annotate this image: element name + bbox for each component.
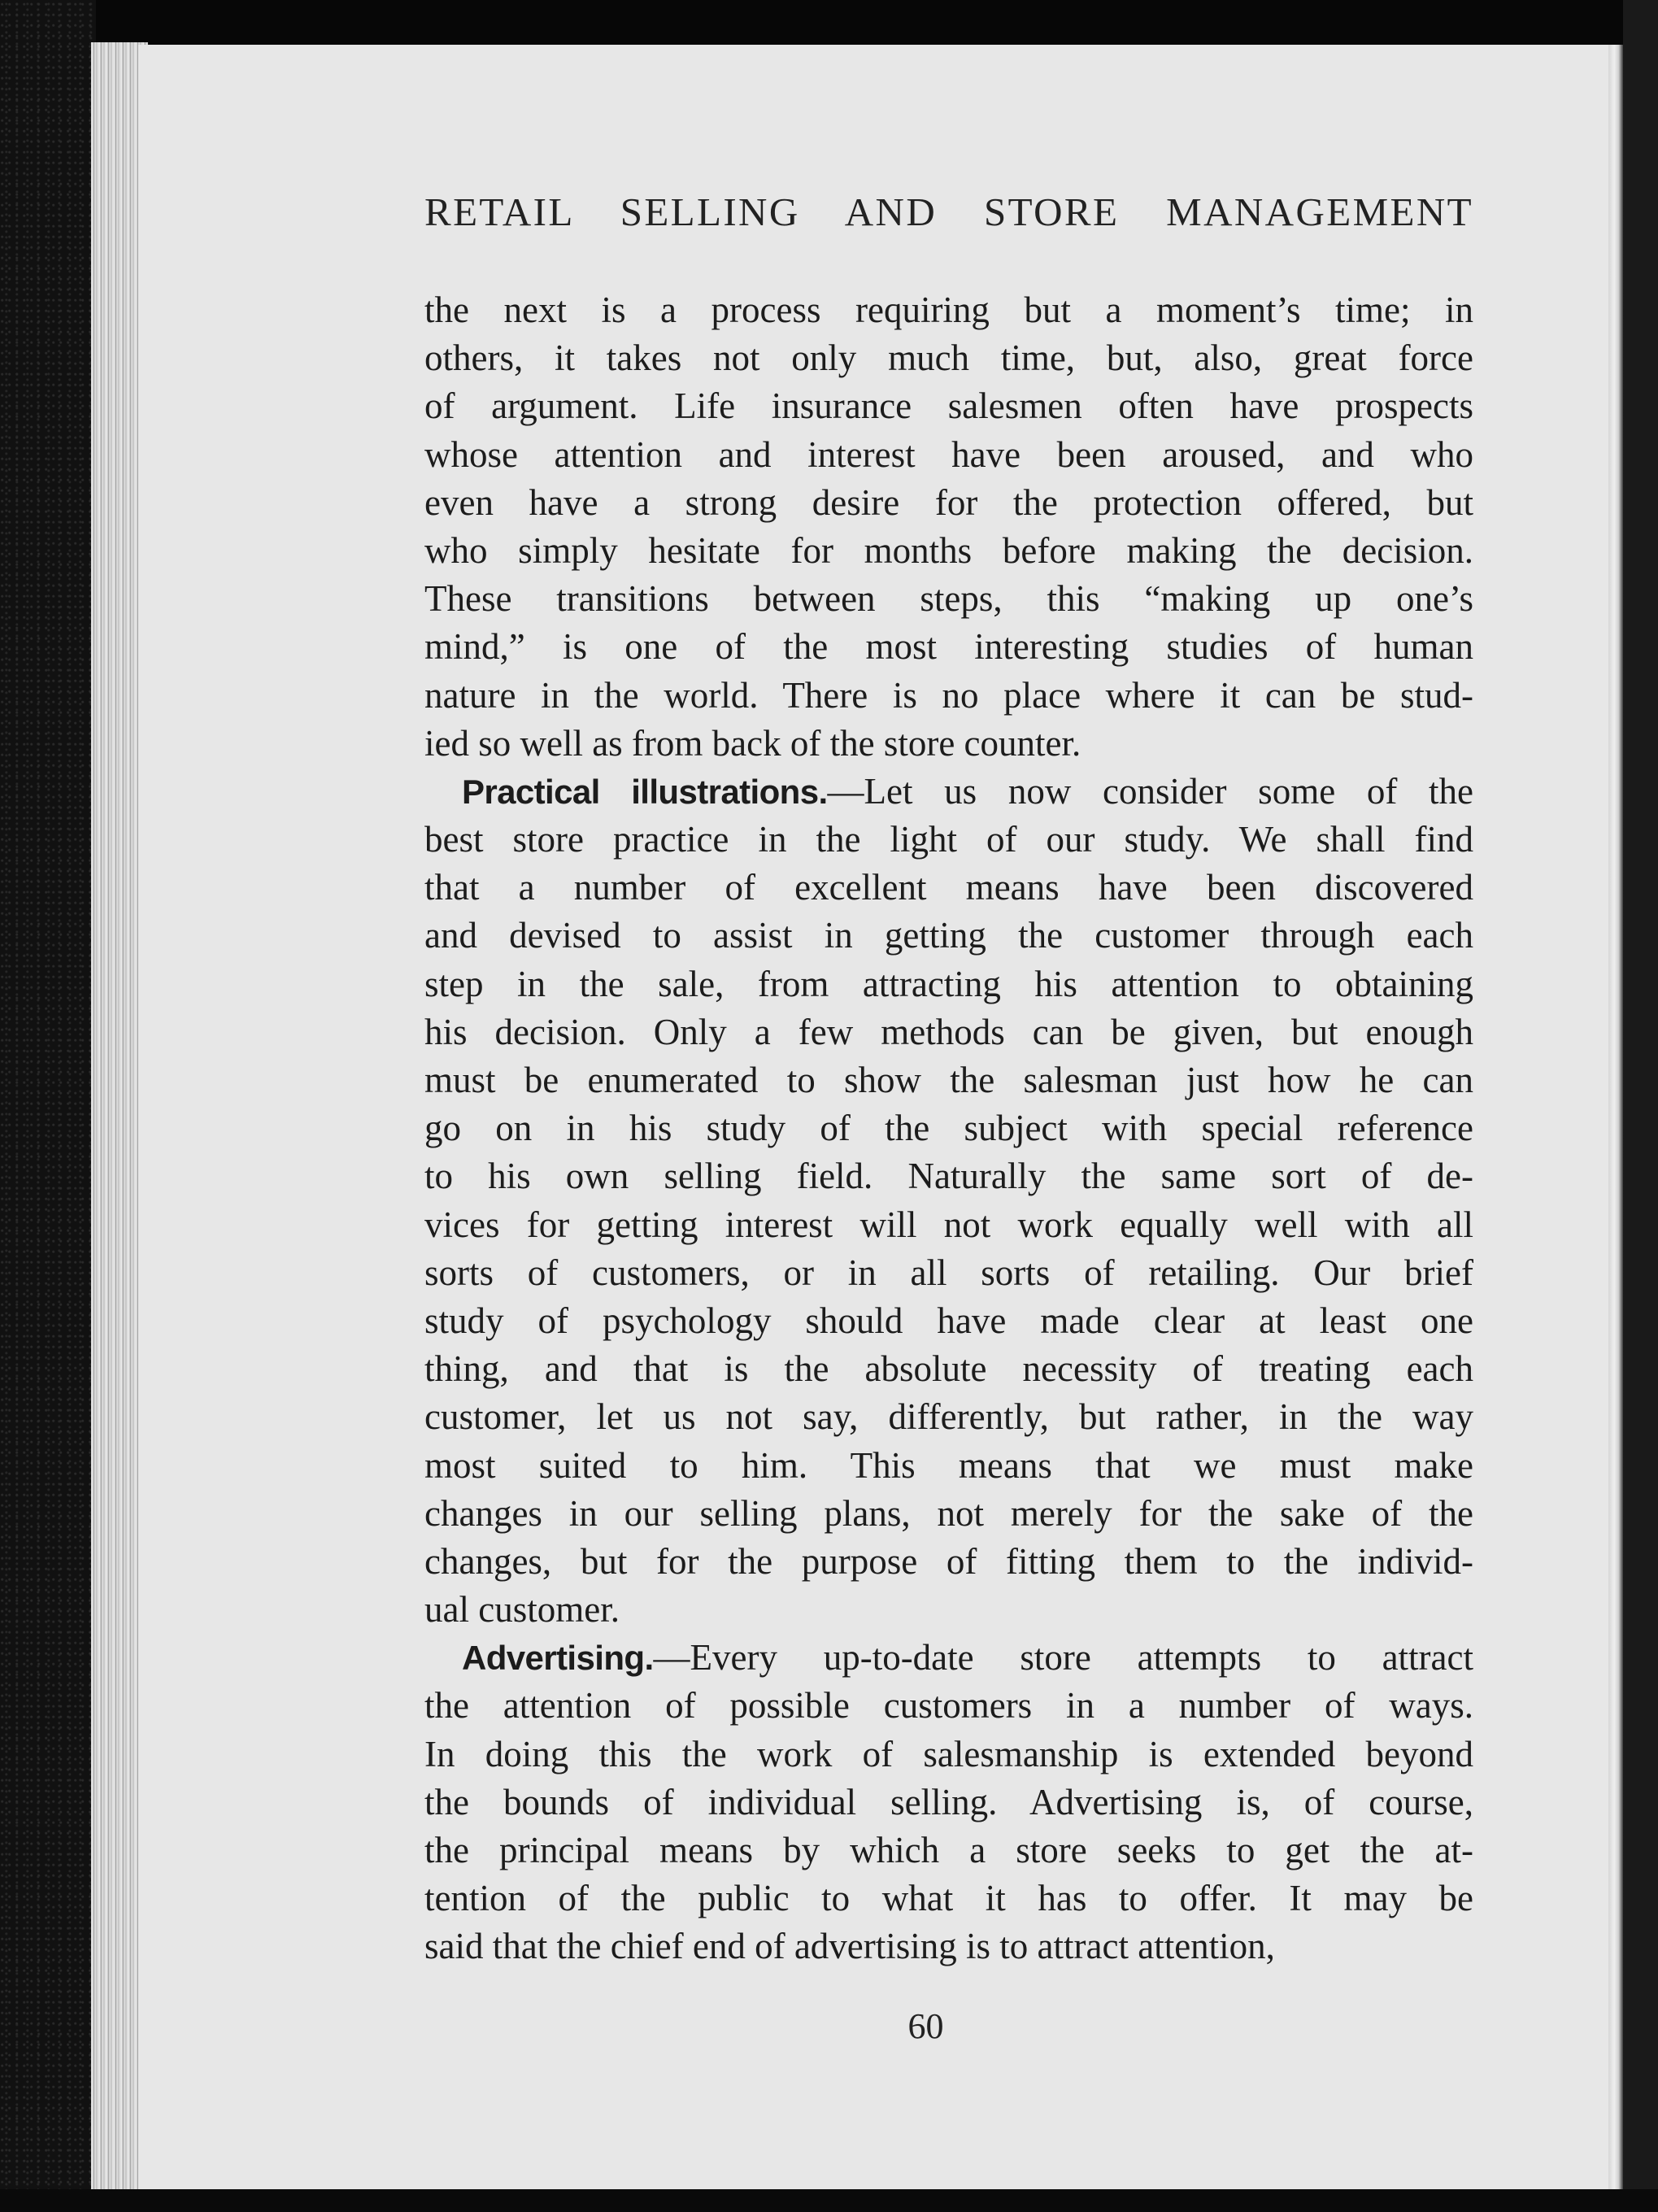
text-line [424, 1201, 1473, 1249]
text-line [424, 1490, 1473, 1538]
text-line [424, 479, 1473, 527]
text-line [424, 1779, 1473, 1827]
section-run-in-heading: Practical illustrations. [462, 772, 828, 811]
running-head: RETAIL SELLING AND STORE MANAGEMENT [424, 189, 1473, 234]
line-text: step in the sale, from attracting his attention to obtaining [424, 963, 1473, 1004]
line-text: the next is a process requiring but a moment’s time; in [424, 290, 1473, 330]
text-line [424, 382, 1473, 430]
line-text: others, it takes not only much time, but, also, great force [424, 337, 1473, 379]
text-line [424, 1008, 1473, 1056]
line-text: thing, and that is the absolute necessity of treating each [424, 1348, 1473, 1390]
text-line [424, 527, 1473, 575]
text-line [424, 575, 1473, 623]
text-line [424, 1827, 1473, 1875]
text-line [424, 1056, 1473, 1104]
line-text: ual customer. [424, 1589, 620, 1631]
line-text: —Every up-to-date store attempts to attract [653, 1637, 1473, 1679]
text-line [424, 431, 1473, 479]
text-line [424, 1538, 1473, 1586]
line-text: mind,” is one of the most interesting studies of human [424, 626, 1473, 668]
line-text: that a number of excellent means have been discovered [424, 867, 1473, 908]
line-text: most suited to him. This means that we must make [424, 1444, 1473, 1486]
line-text: best store practice in the light of our study. We shall find [424, 819, 1473, 860]
line-text: changes in our selling plans, not merely for the sake of the [424, 1492, 1473, 1534]
paragraph-heading-line [424, 1634, 1473, 1682]
line-text: the bounds of individual selling. Advertising is, of course, [424, 1781, 1473, 1822]
body-text [424, 286, 1473, 1971]
scanner-border-right [1623, 0, 1658, 2212]
line-text: the principal means by which a store seeks to get the at- [424, 1830, 1473, 1870]
scanner-border-left [0, 0, 96, 2212]
line-text: go on in his study of the subject with special reference [424, 1108, 1473, 1149]
text-line [424, 864, 1473, 912]
text-line [424, 720, 1473, 768]
line-text: the attention of possible customers in a number of ways. [424, 1685, 1473, 1726]
line-text: even have a strong desire for the protection offered, but [424, 481, 1473, 523]
text-line [424, 623, 1473, 671]
line-text: study of psychology should have made clear at least one [424, 1300, 1473, 1341]
line-text: —Let us now consider some of the [827, 770, 1473, 812]
scanner-border-bottom [0, 2189, 1658, 2212]
text-line [424, 672, 1473, 720]
text-line [424, 1393, 1473, 1441]
line-text: and devised to assist in getting the customer through each [424, 915, 1473, 956]
text-line [424, 1152, 1473, 1200]
text-line [424, 960, 1473, 1008]
line-text: whose attention and interest have been aroused, and who [424, 433, 1473, 475]
book-page-right-edge [1608, 45, 1623, 2193]
line-text: said that the chief end of advertising is to attract attention, [424, 1926, 1275, 1967]
text-line [424, 912, 1473, 960]
line-text: These transitions between steps, this “making up one’s [424, 578, 1473, 620]
line-text: tention of the public to what it has to offer. It may be [424, 1878, 1473, 1919]
scanner-border-top [0, 0, 1658, 47]
text-line [424, 1586, 1473, 1634]
line-text: sorts of customers, or in all sorts of retailing. Our brief [424, 1252, 1473, 1293]
text-line [424, 286, 1473, 334]
line-text: In doing this the work of salesmanship is extended beyond [424, 1733, 1473, 1774]
line-text: nature in the world. There is no place where it can be stud- [424, 674, 1473, 716]
paragraph-heading-line [424, 768, 1473, 816]
text-line [424, 1875, 1473, 1922]
text-line [424, 334, 1473, 382]
text-line [424, 1922, 1473, 1970]
section-run-in-heading: Advertising. [462, 1639, 654, 1678]
text-line [424, 1345, 1473, 1393]
line-text: of argument. Life insurance salesmen often have prospects [424, 385, 1473, 427]
line-text: must be enumerated to show the salesman just how he can [424, 1060, 1473, 1100]
line-text: to his own selling field. Naturally the same sort of de- [424, 1156, 1473, 1197]
line-text: changes, but for the purpose of fitting them to the individ- [424, 1540, 1473, 1582]
page-number: 60 [907, 2006, 944, 2046]
line-text: who simply hesitate for months before making the decision. [424, 529, 1473, 571]
page-number-row [0, 2005, 1658, 2047]
text-line [424, 1731, 1473, 1779]
line-text: ied so well as from back of the store counter. [424, 722, 1081, 764]
line-text: customer, let us not say, differently, but rather, in the way [424, 1396, 1473, 1438]
line-text: vices for getting interest will not work equally well with all [424, 1204, 1473, 1245]
text-line [424, 1682, 1473, 1730]
text-line [424, 1104, 1473, 1152]
line-text: his decision. Only a few methods can be given, but enough [424, 1011, 1473, 1052]
text-line [424, 1249, 1473, 1297]
text-line [424, 816, 1473, 864]
text-line [424, 1297, 1473, 1345]
text-line [424, 1442, 1473, 1490]
